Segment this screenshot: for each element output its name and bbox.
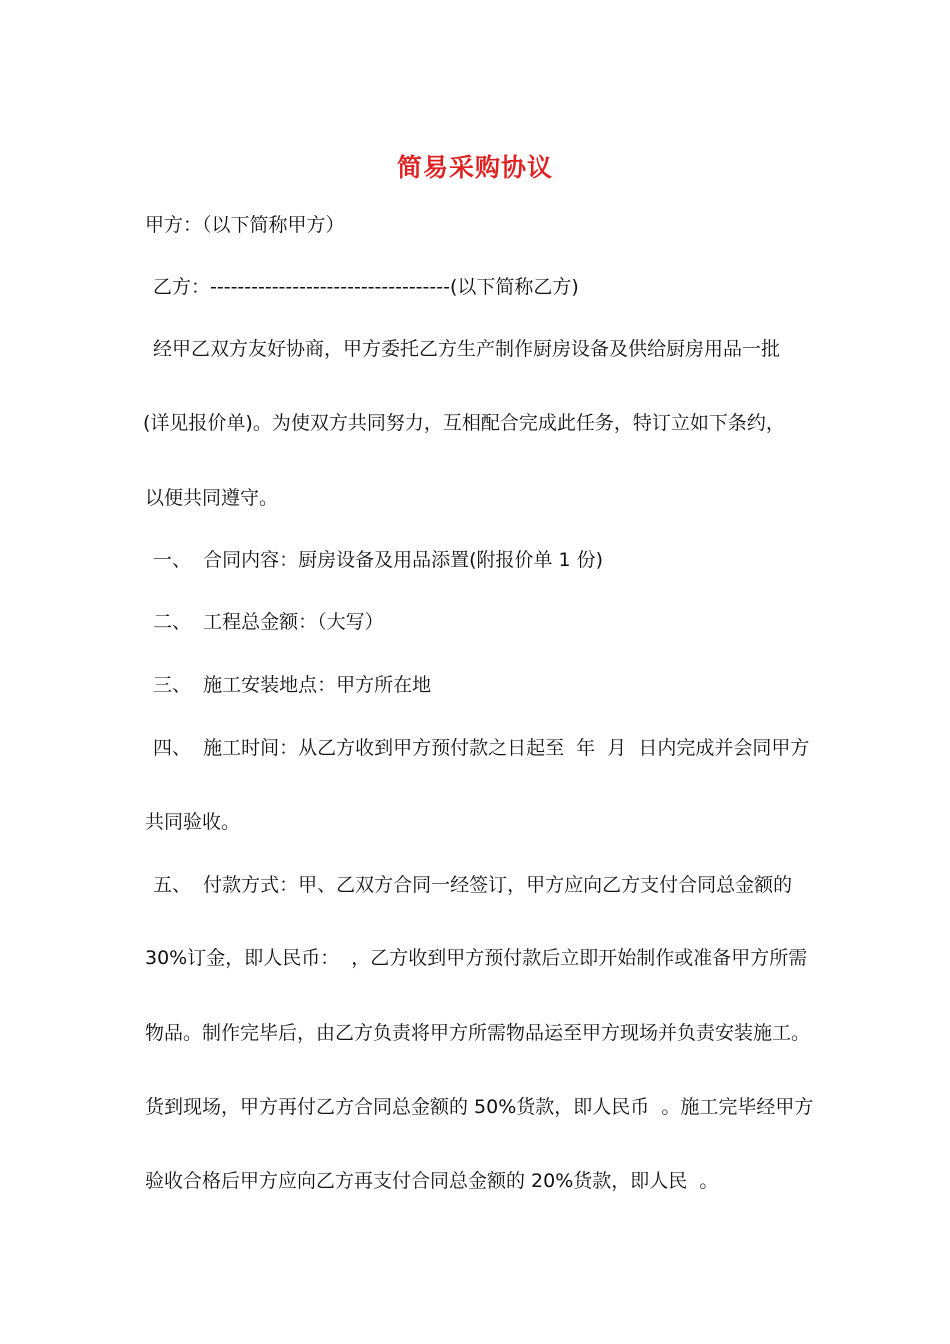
clause-3: 三、 施工安装地点：甲方所在地 [153,674,432,696]
clause-4-line-1: 四、 施工时间：从乙方收到甲方预付款之日起至 年 月 日内完成并会同甲方 [153,737,810,759]
clause-5-line-3: 物品。制作完毕后，由乙方负责将甲方所需物品运至甲方现场并负责安装施工。 [145,1022,811,1044]
clause-5-line-5: 验收合格后甲方应向乙方再支付合同总金额的 20%货款，即人民 。 [145,1170,719,1192]
intro-paragraph-line-3: 以便共同遵守。 [145,487,279,509]
party-a-line: 甲方：（以下简称甲方） [145,214,345,236]
document-title: 简易采购协议 [396,153,553,182]
intro-paragraph-line-1: 经甲乙双方友好协商，甲方委托乙方生产制作厨房设备及供给厨房用品一批 [153,338,781,360]
party-b-line: 乙方：-----------------------------------(以下简称乙方) [153,276,579,298]
clause-5-line-4: 货到现场，甲方再付乙方合同总金额的 50%货款，即人民币 。施工完毕经甲方 [145,1096,814,1118]
clause-2: 二、 工程总金额：（大写） [153,611,384,633]
clause-5-line-1: 五、 付款方式：甲、乙双方合同一经签订，甲方应向乙方支付合同总金额的 [153,874,793,896]
clause-5-line-2: 30%订金，即人民币： ，乙方收到甲方预付款后立即开始制作或准备甲方所需 [145,947,808,969]
clause-1: 一、 合同内容：厨房设备及用品添置(附报价单 1 份) [153,549,604,571]
clause-4-line-2: 共同验收。 [145,811,241,833]
intro-paragraph-line-2: (详见报价单)。为使双方共同努力，互相配合完成此任务，特订立如下条约， [143,412,785,434]
